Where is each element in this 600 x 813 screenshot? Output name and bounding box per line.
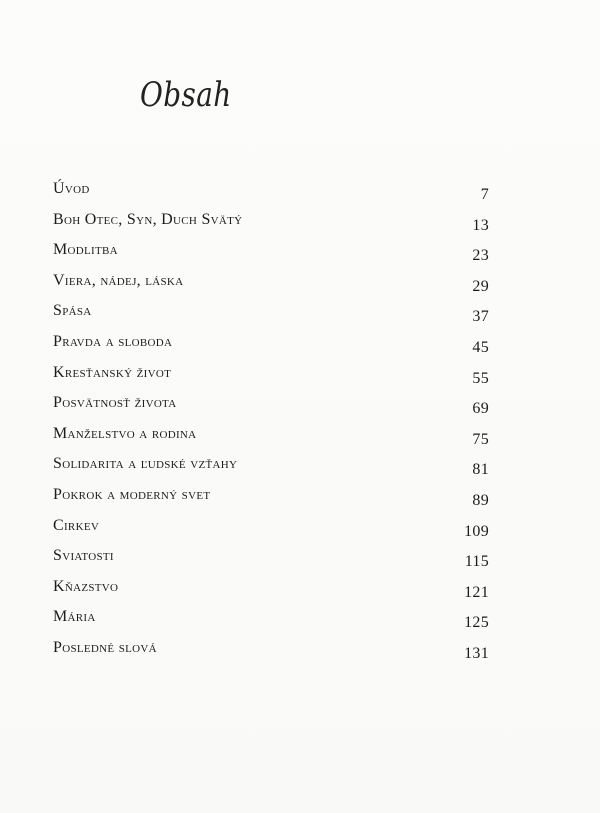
- toc-entry: [53, 180, 489, 211]
- toc-entry-label: Mária: [53, 608, 96, 626]
- toc-entry: [53, 547, 489, 578]
- toc-entry-label: Úvod: [53, 180, 90, 197]
- toc-entry-page: 131: [464, 644, 489, 662]
- toc-entry-page: 55: [472, 369, 489, 387]
- toc-entry: [53, 578, 489, 609]
- toc-entry-page: 109: [464, 522, 489, 540]
- toc-entry-page: 115: [464, 553, 489, 571]
- toc-entry-label: Cirkev: [53, 516, 100, 534]
- toc-entry-page: 121: [464, 583, 489, 601]
- toc-entry-page: 69: [472, 400, 489, 418]
- toc-entry-label: Spása: [53, 302, 92, 320]
- toc-entry-page: 23: [472, 247, 489, 265]
- toc-entry-label: Viera, nádej, láska: [53, 271, 184, 289]
- toc-entry-page: 81: [472, 461, 489, 479]
- toc-entry-page: 75: [472, 430, 489, 448]
- toc-entry-label: Posledné slová: [53, 638, 157, 656]
- toc-entry: [53, 302, 489, 333]
- table-of-contents: [53, 180, 489, 670]
- toc-entry: [53, 333, 489, 364]
- toc-entry: [53, 455, 489, 486]
- toc-entry-label: Boh Otec, Syn, Duch Svätý: [53, 210, 243, 228]
- toc-entry-label: Posvätnosť života: [53, 394, 177, 412]
- toc-entry-label: Solidarita a ľudské vzťahy: [53, 455, 238, 473]
- toc-entry-label: Pravda a sloboda: [53, 332, 173, 350]
- toc-entry: [53, 364, 489, 395]
- toc-entry-page: 13: [472, 216, 489, 234]
- toc-entry-label: Sviatosti: [53, 547, 114, 565]
- toc-entry-page: 125: [464, 614, 489, 632]
- toc-entry-label: Kňazstvo: [53, 577, 119, 595]
- toc-entry: [53, 425, 489, 456]
- toc-entry: [53, 211, 489, 242]
- toc-entry-label: Manželstvo a rodina: [53, 424, 197, 442]
- toc-entry-page: 29: [472, 277, 489, 295]
- toc-entry-page: 45: [472, 338, 489, 356]
- toc-entry: [53, 486, 489, 517]
- toc-entry: [53, 241, 489, 272]
- toc-entry-label: Pokrok a moderný svet: [53, 485, 211, 503]
- toc-entry: [53, 608, 489, 639]
- toc-entry-page: 7: [480, 186, 489, 203]
- toc-entry: [53, 394, 489, 425]
- toc-entry-label: Modlitba: [53, 241, 118, 259]
- toc-entry-page: 89: [472, 491, 489, 509]
- toc-entry: [53, 517, 489, 548]
- page-title: Obsah: [140, 74, 232, 115]
- toc-entry: [53, 272, 489, 303]
- toc-entry-page: 37: [472, 308, 489, 326]
- toc-entry: [53, 639, 489, 670]
- toc-entry-label: Kresťanský život: [53, 363, 172, 381]
